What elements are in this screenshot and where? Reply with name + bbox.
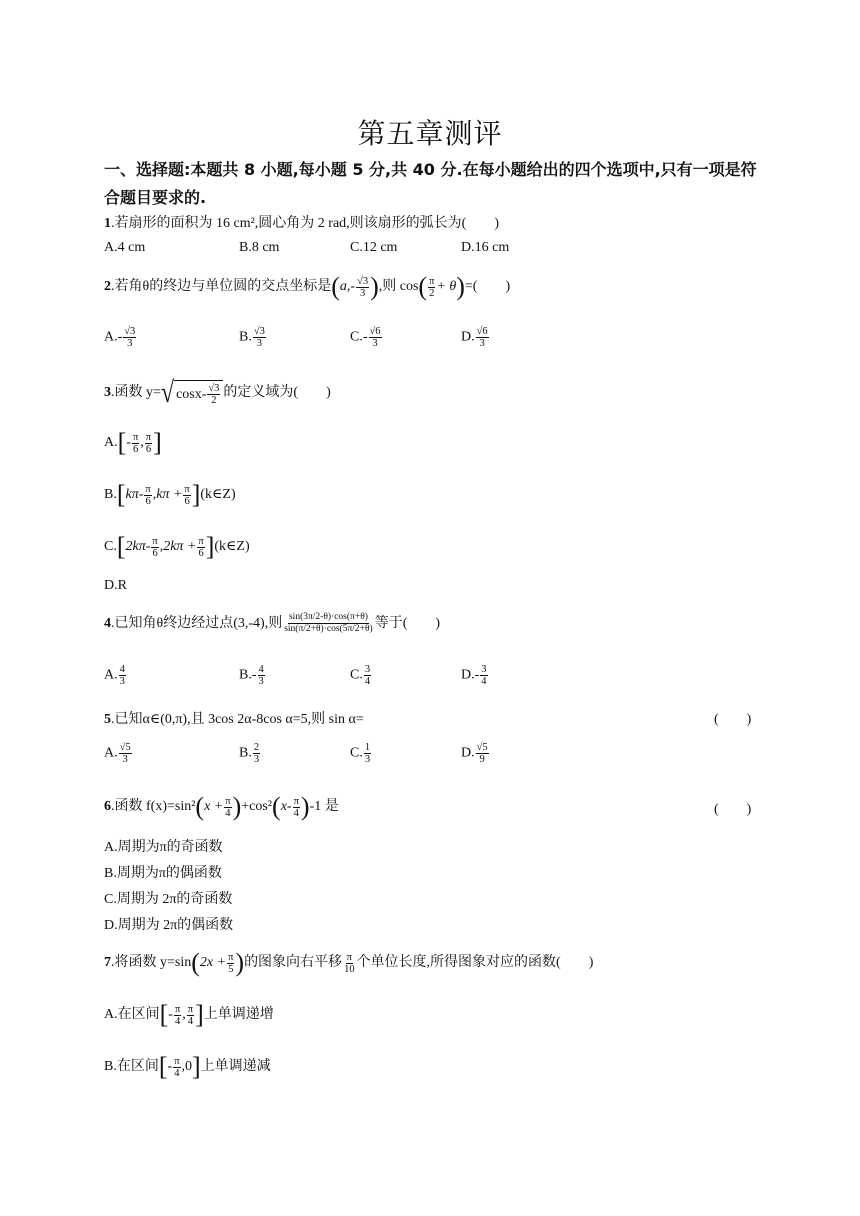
- stem-text: .函数 y=: [111, 385, 161, 401]
- question-4: [104, 612, 440, 635]
- q3-option-d: D.R: [104, 578, 127, 593]
- q5-option-a: A. $\frac{√5}{3}$: [104, 742, 131, 765]
- stem-text: .将函数 y=sin: [111, 955, 192, 971]
- stem-text: =( ): [464, 279, 511, 295]
- question-number: 5: [104, 712, 111, 727]
- q2-option-b: B. $\frac{√3}{3}$: [239, 326, 265, 349]
- q5-option-b: B. $\frac{2}{3}$: [239, 742, 260, 765]
- q1-option-c: C.12 cm: [350, 240, 398, 255]
- question-number: 4: [104, 616, 111, 631]
- stem-text: 的定义域为( ): [223, 385, 331, 401]
- stem-text: 等于( ): [374, 616, 441, 631]
- section-heading: 一、选择题:本题共 8 小题,每小题 5 分,共 40 分.在每小题给出的四个选项中,只有一项是符合题目要求的.: [104, 160, 757, 207]
- q1-option-a: A.4 cm: [104, 240, 146, 255]
- answer-paren: ( ): [714, 802, 752, 817]
- q1-option-d: D.16 cm: [461, 240, 510, 255]
- right-paren: ): [456, 272, 465, 301]
- q5-option-d: D. $\frac{√5}{9}$: [461, 742, 488, 765]
- q6-option-c: C.周期为 2π的奇函数: [104, 892, 233, 907]
- stem-text: .函数 f(x)=sin²: [111, 799, 196, 815]
- q4-option-a: A. $\frac{4}{3}$: [104, 664, 125, 687]
- q5-option-c: C. $\frac{1}{3}$: [350, 742, 371, 765]
- question-2: [104, 274, 510, 300]
- fraction: $\frac{√3}{3}$: [357, 275, 369, 299]
- q2-option-d: D. $\frac{√6}{3}$: [461, 326, 488, 349]
- question-6: 6.函数 f(x)=sin²(x + $\frac{\pi}{4}$ )+cos²(x- $\frac{\pi}{4}$ )-1 是: [104, 792, 339, 821]
- question-number: 7: [104, 955, 111, 971]
- stem-text: .已知α∈(0,π),且 3cos 2α-8cos α=5,则 sin α=: [111, 712, 364, 727]
- fraction: $\frac{\pi}{2}$: [429, 275, 435, 299]
- question-stem: .若扇形的面积为 16 cm²,圆心角为 2 rad,则该扇形的弧长为( ): [111, 216, 499, 231]
- question-number: 2: [104, 279, 111, 295]
- question-5: [104, 708, 364, 728]
- question-stem: .若角θ的终边与单位圆的交点坐标是: [111, 279, 332, 295]
- q6-option-d: D.周期为 2π的偶函数: [104, 918, 234, 933]
- page-title: 第五章测评: [357, 117, 503, 150]
- left-paren: (: [418, 272, 428, 301]
- q3-option-a: A.[- $\frac{\pi}{6}$ , $\frac{\pi}{6}$ ]: [104, 428, 162, 457]
- q1-option-b: B.8 cm: [239, 240, 280, 255]
- q4-option-c: C. $\frac{3}{4}$: [350, 664, 371, 687]
- q3-option-b: B.[kπ- $\frac{\pi}{6}$ ,kπ + $\frac{\pi}{6}$ ](k∈Z): [104, 480, 236, 509]
- q7-option-b: B.在区间[- $\frac{\pi}{4}$ ,0]上单调递减: [104, 1052, 271, 1081]
- stem-text: ,则 cos: [378, 279, 419, 295]
- stem-text: + θ: [436, 279, 457, 295]
- q7-option-a: A.在区间[- $\frac{\pi}{4}$ , $\frac{\pi}{4}$ ]上单调递增: [104, 1000, 274, 1029]
- right-paren: ): [370, 272, 379, 301]
- stem-text: .已知角θ终边经过点(3,-4),则: [111, 616, 283, 631]
- question-3: [104, 376, 331, 410]
- q6-option-b: B.周期为π的偶函数: [104, 866, 222, 881]
- q3-option-c: C.[2kπ- $\frac{\pi}{6}$ ,2kπ + $\frac{\pi}{6}$ ](k∈Z): [104, 532, 250, 561]
- question-1: [104, 212, 499, 232]
- question-number: 1: [104, 216, 111, 231]
- q2-option-c: C.- $\frac{√6}{3}$: [350, 326, 381, 349]
- point-coord: a,-: [339, 279, 356, 295]
- answer-paren: ( ): [714, 712, 752, 727]
- question-number: 6: [104, 799, 111, 815]
- question-number: 3: [104, 385, 111, 401]
- q6-option-a: A.周期为π的奇函数: [104, 840, 223, 855]
- question-7: 7.将函数 y=sin(2x + $\frac{\pi}{5}$ )的图象向右平移 $\frac{\pi}{10}$ 个单位长度,所得图象对应的函数( ): [104, 948, 594, 977]
- q2-option-a: A.- $\frac{√3}{3}$: [104, 326, 136, 349]
- sqrt-expression: √ cosx- $\frac{√3}{2}$: [161, 380, 224, 406]
- q4-option-b: B.- $\frac{4}{3}$: [239, 664, 264, 687]
- trig-fraction: $\frac{\sin(3\pi/2-\theta)\cdot\cos(\pi+\theta)}{\sin(\pi/2+\theta)\cdot\cos(5\pi/2+\theta)}$: [284, 612, 373, 635]
- q4-option-d: D.- $\frac{3}{4}$: [461, 664, 487, 687]
- left-paren: (: [331, 272, 340, 301]
